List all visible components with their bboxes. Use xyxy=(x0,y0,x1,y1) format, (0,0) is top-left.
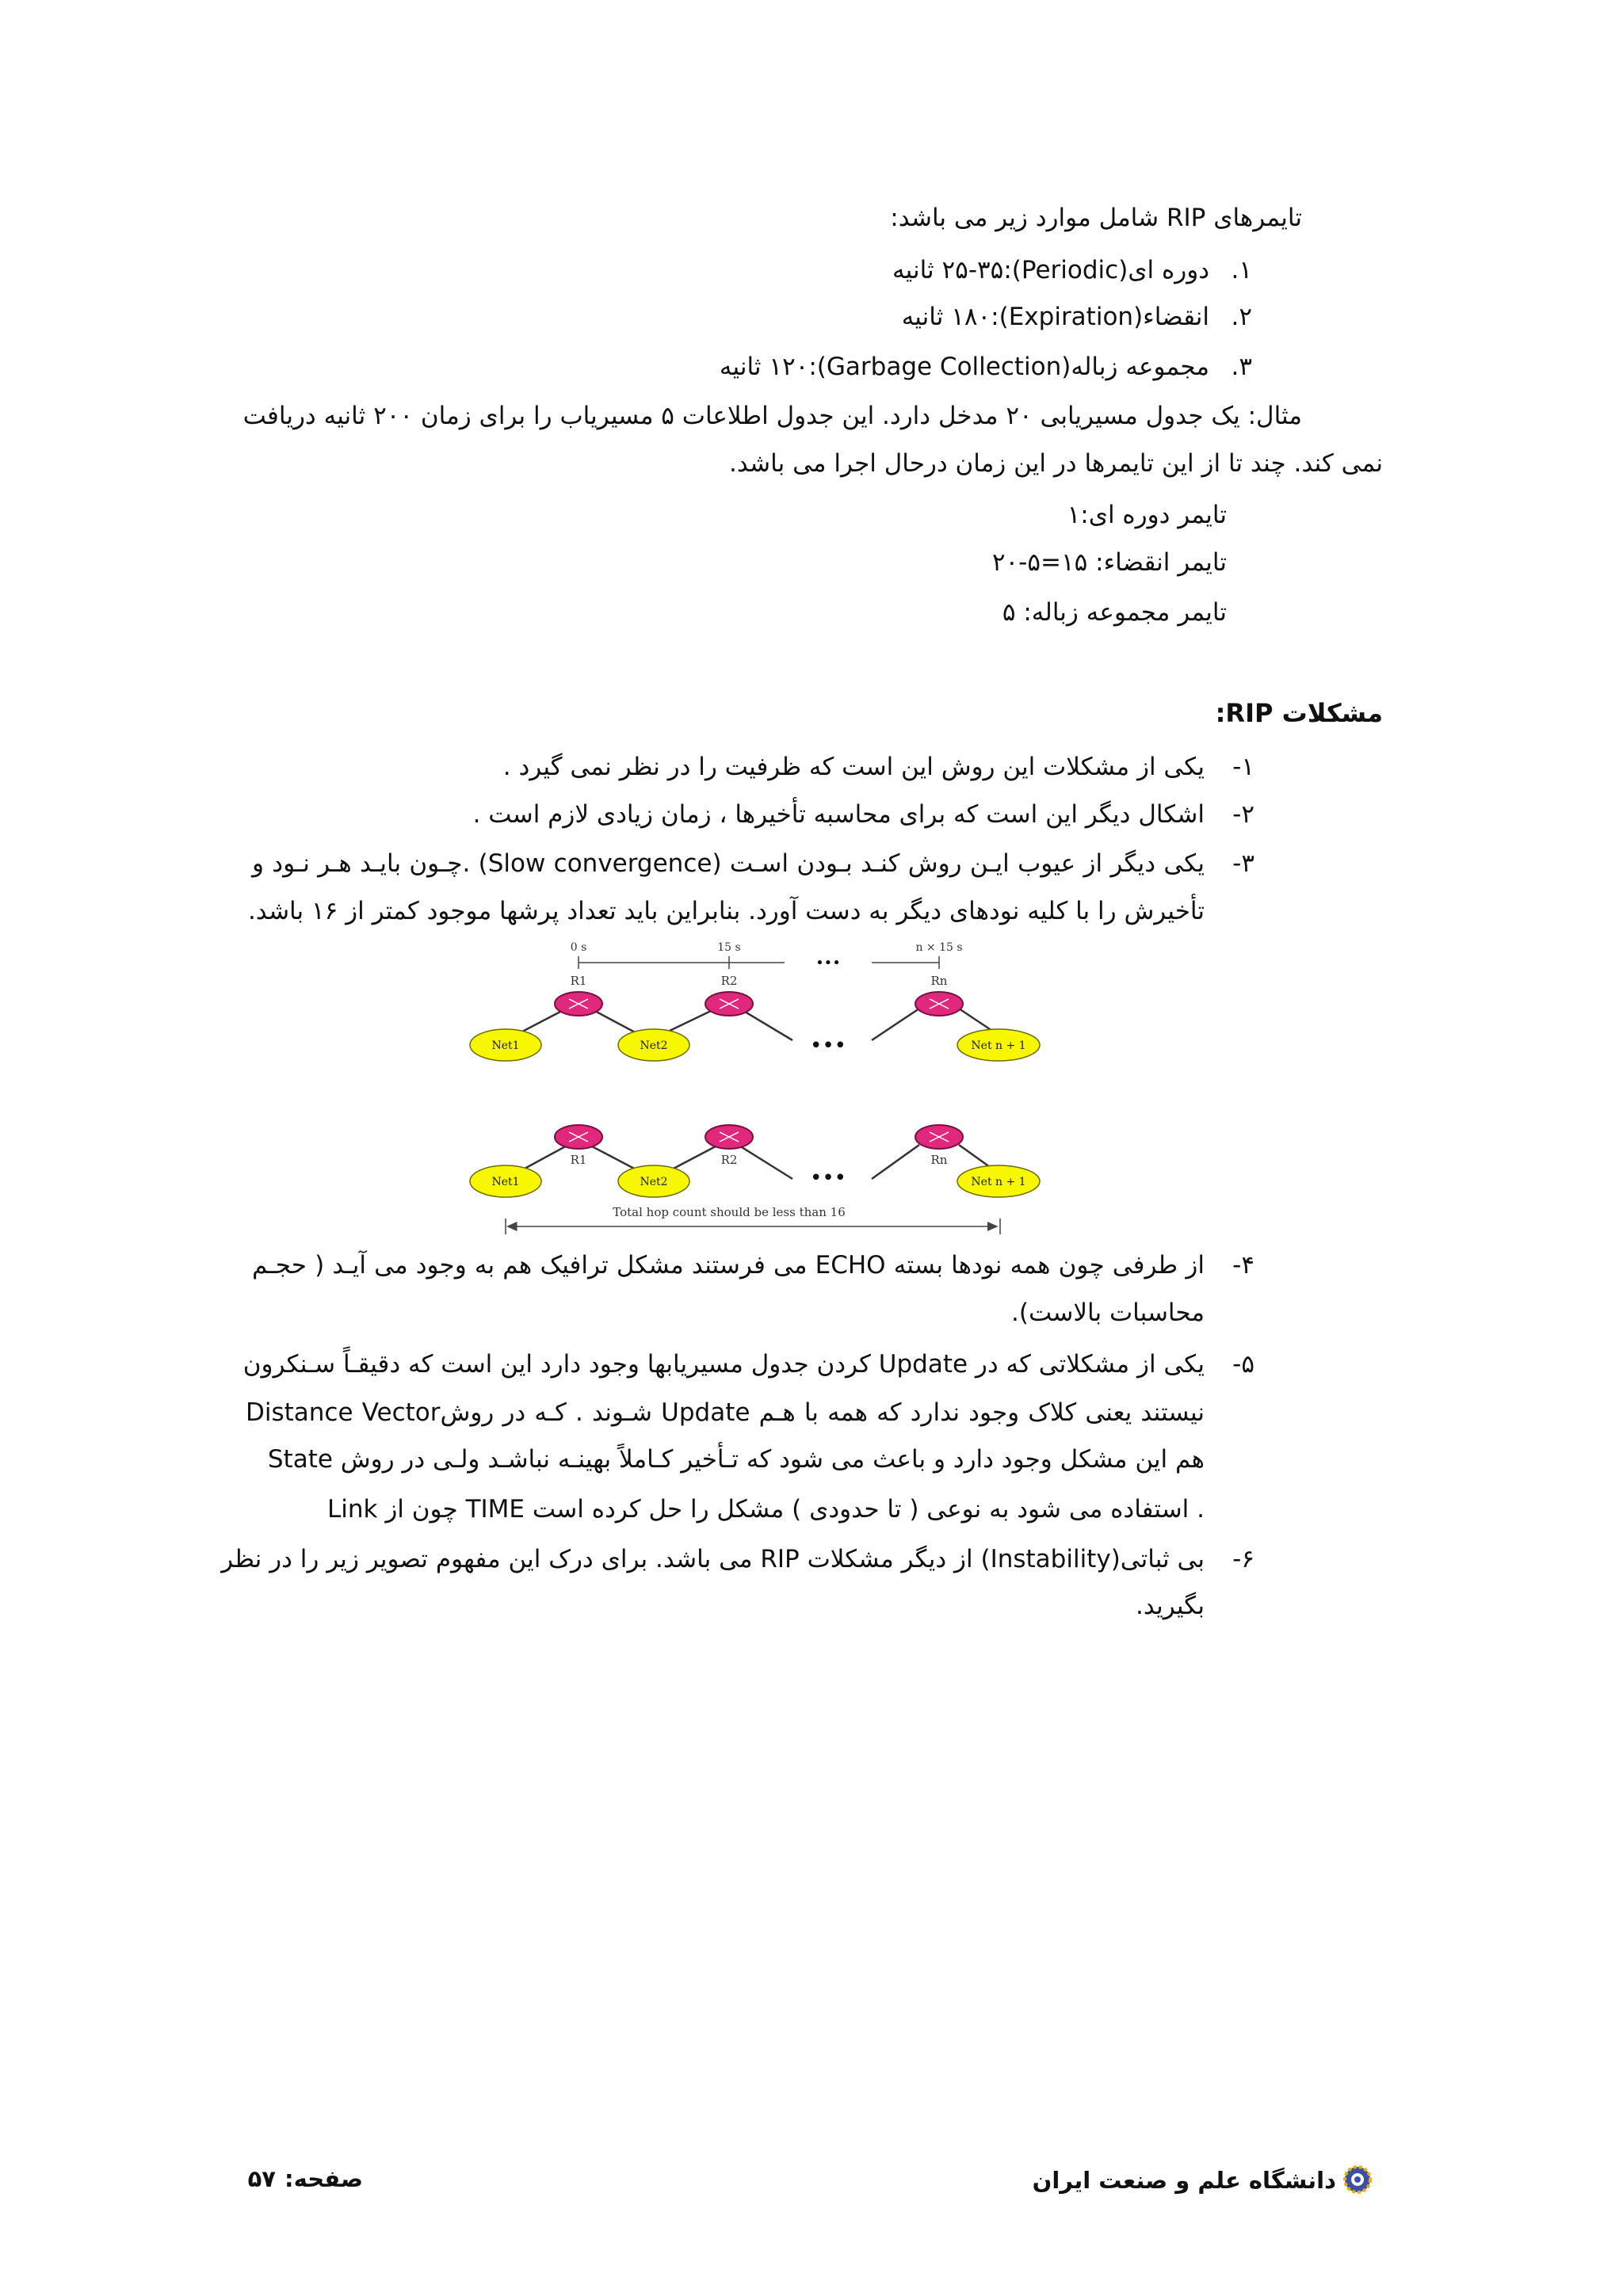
time-dots: ••• xyxy=(815,955,841,971)
problem-text: یکی از مشکلات این روش این است که ظرفیت را در نظر نمی گیرد . xyxy=(502,753,1205,781)
router-label: Rn xyxy=(930,1153,948,1167)
problem-text: یکی از مشکلاتی که در Update کردن جدول مسیریابها وجود دارد این است که دقیقـاً سـنکرون xyxy=(242,1350,1205,1379)
university-name: دانشگاه علم و صنعت ایران xyxy=(1032,2167,1336,2194)
router-label: R1 xyxy=(570,1153,587,1167)
time-label: 15 s xyxy=(717,941,741,954)
problem-number: ۳- xyxy=(1232,849,1254,878)
svg-text:Net1: Net1 xyxy=(491,1176,520,1188)
problem-text: یکی دیگر از عیوب ایـن روش کنـد بـودن اسـت (Slow convergence) .چـون بایـد هـر نـود و xyxy=(252,849,1205,878)
problem-text: از طرفی چون همه نودها بسته ECHO می فرستند مشکل ترافیک هم به وجود می آیـد ( حجـم xyxy=(252,1251,1205,1280)
answer-expiration: تایمر انقضاء: ۱۵=۵-۲۰ xyxy=(991,548,1227,577)
network-cloud-icon xyxy=(618,1165,689,1197)
diagram-caption: Total hop count should be less than 16 xyxy=(613,1205,846,1219)
problem-number: ۵- xyxy=(1232,1350,1254,1379)
svg-text:Net1: Net1 xyxy=(491,1039,520,1052)
router-icon xyxy=(915,992,963,1016)
timer-item-number: ۱. xyxy=(1231,256,1252,284)
router-label: R2 xyxy=(720,1153,738,1167)
router-label: R2 xyxy=(720,974,738,988)
router-icon xyxy=(555,1125,602,1149)
router-icon xyxy=(555,992,602,1016)
router-icon xyxy=(705,992,753,1016)
section-heading: مشکلات RIP: xyxy=(1215,698,1383,728)
problem-text: تأخیرش را با کلیه نودهای دیگر به دست آورد. بنابراین باید تعداد پرشها موجود کمتر از ۱۶ باشد. xyxy=(247,897,1205,925)
university-logo-icon xyxy=(1342,2164,1373,2195)
svg-text:Net n + 1: Net n + 1 xyxy=(971,1176,1026,1188)
timers-intro: تایمرهای RIP شامل موارد زیر می باشد: xyxy=(890,204,1302,232)
timer-item-garbage: مجموعه زباله(Garbage Collection):۱۲۰ ثانیه xyxy=(719,353,1209,381)
svg-text:Net2: Net2 xyxy=(640,1176,668,1188)
time-label: n × 15 s xyxy=(915,941,963,954)
example-text-line: نمی کند. چند تا از این تایمرها در این زمان درحال اجرا می باشد. xyxy=(729,449,1383,478)
timer-item-periodic: دوره ای(Periodic):۲۵-۳۵ ثانیه xyxy=(892,256,1209,284)
router-icon xyxy=(915,1125,963,1149)
time-label: 0 s xyxy=(570,941,587,954)
svg-text:Net n + 1: Net n + 1 xyxy=(971,1039,1026,1052)
problem-number: ۶- xyxy=(1232,1545,1254,1573)
router-icon xyxy=(705,1125,753,1149)
problem-text: نیستند یعنی کلاک وجود ندارد که همه با هـم Update شـوند . کـه در روشDistance Vector xyxy=(246,1398,1205,1427)
answer-periodic: تایمر دوره ای:۱ xyxy=(1067,501,1227,529)
ellipsis: ••• xyxy=(809,1166,847,1190)
example-text-line: مثال: یک جدول مسیریابی ۲۰ مدخل دارد. این جدول اطلاعات ۵ مسیریاب را برای زمان ۲۰۰ ثانیه دریافت xyxy=(242,402,1302,430)
timer-item-expiration: انقضاء(Expiration):۱۸۰ ثانیه xyxy=(901,303,1209,331)
timer-item-number: ۲. xyxy=(1231,303,1252,331)
problem-text: بگیرید. xyxy=(1136,1592,1205,1620)
problem-number: ۴- xyxy=(1232,1251,1254,1280)
problem-number: ۱- xyxy=(1232,753,1254,781)
network-cloud-icon xyxy=(470,1165,541,1197)
network-cloud-icon xyxy=(618,1029,689,1061)
page-number: ۵۷ xyxy=(247,2165,276,2192)
problem-text: بی ثباتی(Instability) از دیگر مشکلات RIP می باشد. برای درک این مفهوم تصویر زیر را در نظر xyxy=(221,1545,1205,1573)
problem-number: ۲- xyxy=(1232,800,1254,829)
page-label: صفحه: xyxy=(285,2165,363,2192)
problem-text: هم این مشکل وجود دارد و باعث می شود که تـأخیر کـاملاً بهینـه نباشـد ولـی در روش State xyxy=(267,1445,1205,1474)
hop-count-diagram xyxy=(460,937,1109,1238)
network-cloud-icon xyxy=(957,1029,1040,1061)
ellipsis: ••• xyxy=(809,1034,847,1058)
problem-text: Link چون از TIME استفاده می شود به نوعی ( تا حدودی ) مشکل را حل کرده است . xyxy=(327,1495,1205,1524)
answer-garbage: تایمر مجموعه زباله: ۵ xyxy=(1002,598,1227,627)
router-label: R1 xyxy=(570,974,587,988)
timer-item-number: ۳. xyxy=(1231,353,1252,381)
router-label: Rn xyxy=(930,974,948,988)
network-cloud-icon xyxy=(957,1165,1040,1197)
network-cloud-icon xyxy=(470,1029,541,1061)
svg-text:Net2: Net2 xyxy=(640,1039,668,1052)
problem-text: اشکال دیگر این است که برای محاسبه تأخیرها ، زمان زیادی لازم است . xyxy=(472,800,1205,829)
problem-text: محاسبات بالاست). xyxy=(1011,1299,1205,1327)
